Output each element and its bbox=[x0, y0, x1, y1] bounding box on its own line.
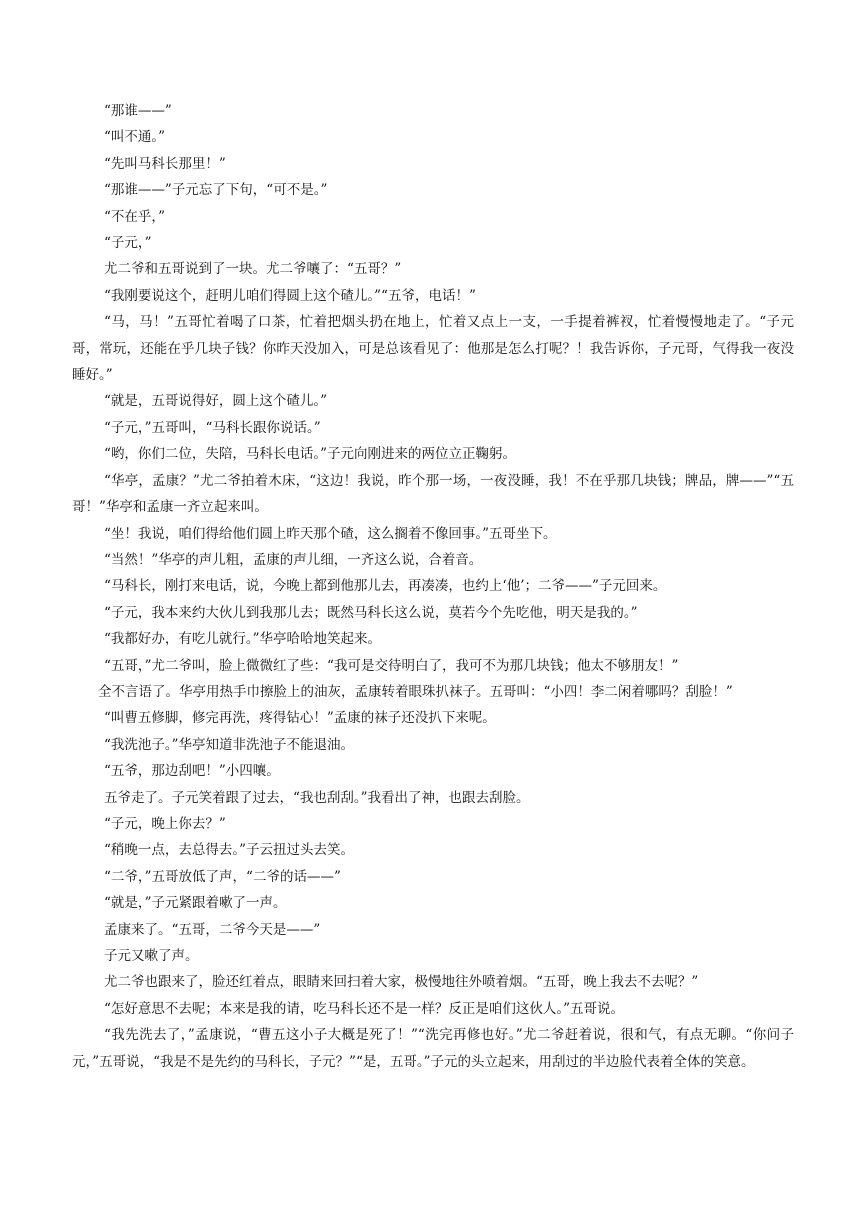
paragraph: “稍晚一点，去总得去。”子云扭过头去笑。 bbox=[104, 842, 355, 859]
paragraph: “当然！”华亭的声儿粗，孟康的声儿细，一齐这么说，合着音。 bbox=[104, 551, 483, 568]
paragraph: 全不言语了。华亭用热手巾擦脸上的油灰，孟康转着眼珠扒袜子。五哥叫：“小四！李二闲着哪吗？刮脸！” bbox=[98, 683, 733, 700]
paragraph: “不在乎，” bbox=[104, 208, 166, 225]
paragraph: “子元，”五哥叫，“马科长跟你说话。” bbox=[104, 419, 321, 436]
paragraph: “怎好意思不去呢；本来是我的请，吃马科长还不是一样？反正是咱们这伙人。”五哥说。 bbox=[104, 1000, 625, 1017]
paragraph: “就是，”子元紧跟着嗽了一声。 bbox=[104, 895, 287, 912]
paragraph: “马，马！”五哥忙着喝了口茶，忙着把烟头扔在地上，忙着又点上一支，一手提着裤衩，忙着慢慢地走了。“子元哥，常玩，还能在乎几块子钱？你昨天没加入，可是总该看见了：他那是怎么打呢？！我告诉你，子元哥，气得我一夜没睡好。” bbox=[72, 314, 794, 384]
paragraph: “那谁——”子元忘了下句，“可不是。” bbox=[104, 182, 328, 199]
paragraph: “马科长，刚打来电话，说，今晚上都到他那儿去，再凑凑，也约上‘他’；二爷——”子元回来。 bbox=[104, 578, 667, 595]
paragraph: “子元，” bbox=[104, 235, 152, 252]
paragraph: “就是，五哥说得好，圆上这个碴儿。” bbox=[104, 393, 328, 410]
paragraph: 子元又嗽了声。 bbox=[104, 948, 199, 964]
paragraph: “五爷，那边刮吧！”小四嚷。 bbox=[104, 763, 280, 780]
paragraph: “华亭，孟康？”尤二爷拍着木床，“这边！我说，昨个那一场，一夜没睡，我！不在乎那几块钱；牌品，牌——”“五哥！”华亭和孟康一齐立起来叫。 bbox=[72, 472, 794, 516]
paragraph: 尤二爷也跟来了，脸还红着点，眼睛来回扫着大家，极慢地往外喷着烟。“五哥，晚上我去不去呢？” bbox=[104, 974, 699, 991]
paragraph: “叫不通。” bbox=[104, 129, 166, 146]
paragraph: “子元，我本来约大伙儿到我那儿去；既然马科长这么说，莫若今个先吃他，明天是我的。” bbox=[104, 604, 638, 621]
paragraph: “坐！我说，咱们得给他们圆上昨天那个碴，这么搁着不像回事。”五哥坐下。 bbox=[104, 525, 557, 542]
paragraph: 尤二爷和五哥说到了一块。尤二爷嚷了：“五哥？” bbox=[104, 261, 402, 278]
paragraph: “先叫马科长那里！” bbox=[104, 155, 226, 172]
paragraph: “我洗池子。”华亭知道非洗池子不能退油。 bbox=[104, 736, 355, 753]
paragraph: “二爷，”五哥放低了声，“二爷的话——” bbox=[104, 868, 341, 885]
paragraph: “子元，晚上你去？” bbox=[104, 815, 226, 832]
paragraph: “我都好办，有吃儿就行。”华亭哈哈地笑起来。 bbox=[104, 631, 382, 648]
paragraph: 孟康来了。“五哥，二爷今天是——” bbox=[104, 921, 321, 938]
paragraph: “叫曹五修脚，修完再洗，疼得钻心！”孟康的袜子还没扒下来呢。 bbox=[104, 710, 496, 727]
paragraph: “我先洗去了，”孟康说，“曹五这小子大概是死了！”“洗完再修也好。”尤二爷赶着说，很和气，有点无聊。“你问子元，”五哥说，“我是不是先约的马科长，子元？”“是，五哥。”子元的头立起来，用刮过的半边脸代表着全体的笑意。 bbox=[72, 1027, 794, 1070]
paragraph: “五哥，”尤二爷叫，脸上微微红了些：“我可是交待明白了，我可不为那几块钱；他太不够朋友！” bbox=[104, 657, 679, 674]
paragraph: 五爷走了。子元笑着跟了过去，“我也刮刮。”我看出了神，也跟去刮脸。 bbox=[104, 789, 530, 806]
paragraph: “我刚要说这个，赶明儿咱们得圆上这个碴儿。”“五爷，电话！” bbox=[104, 287, 476, 304]
paragraph: “那谁——” bbox=[104, 103, 172, 119]
paragraph: “哟，你们二位，失陪，马科长电话。”子元向刚进来的两位立正鞠躬。 bbox=[104, 446, 517, 463]
